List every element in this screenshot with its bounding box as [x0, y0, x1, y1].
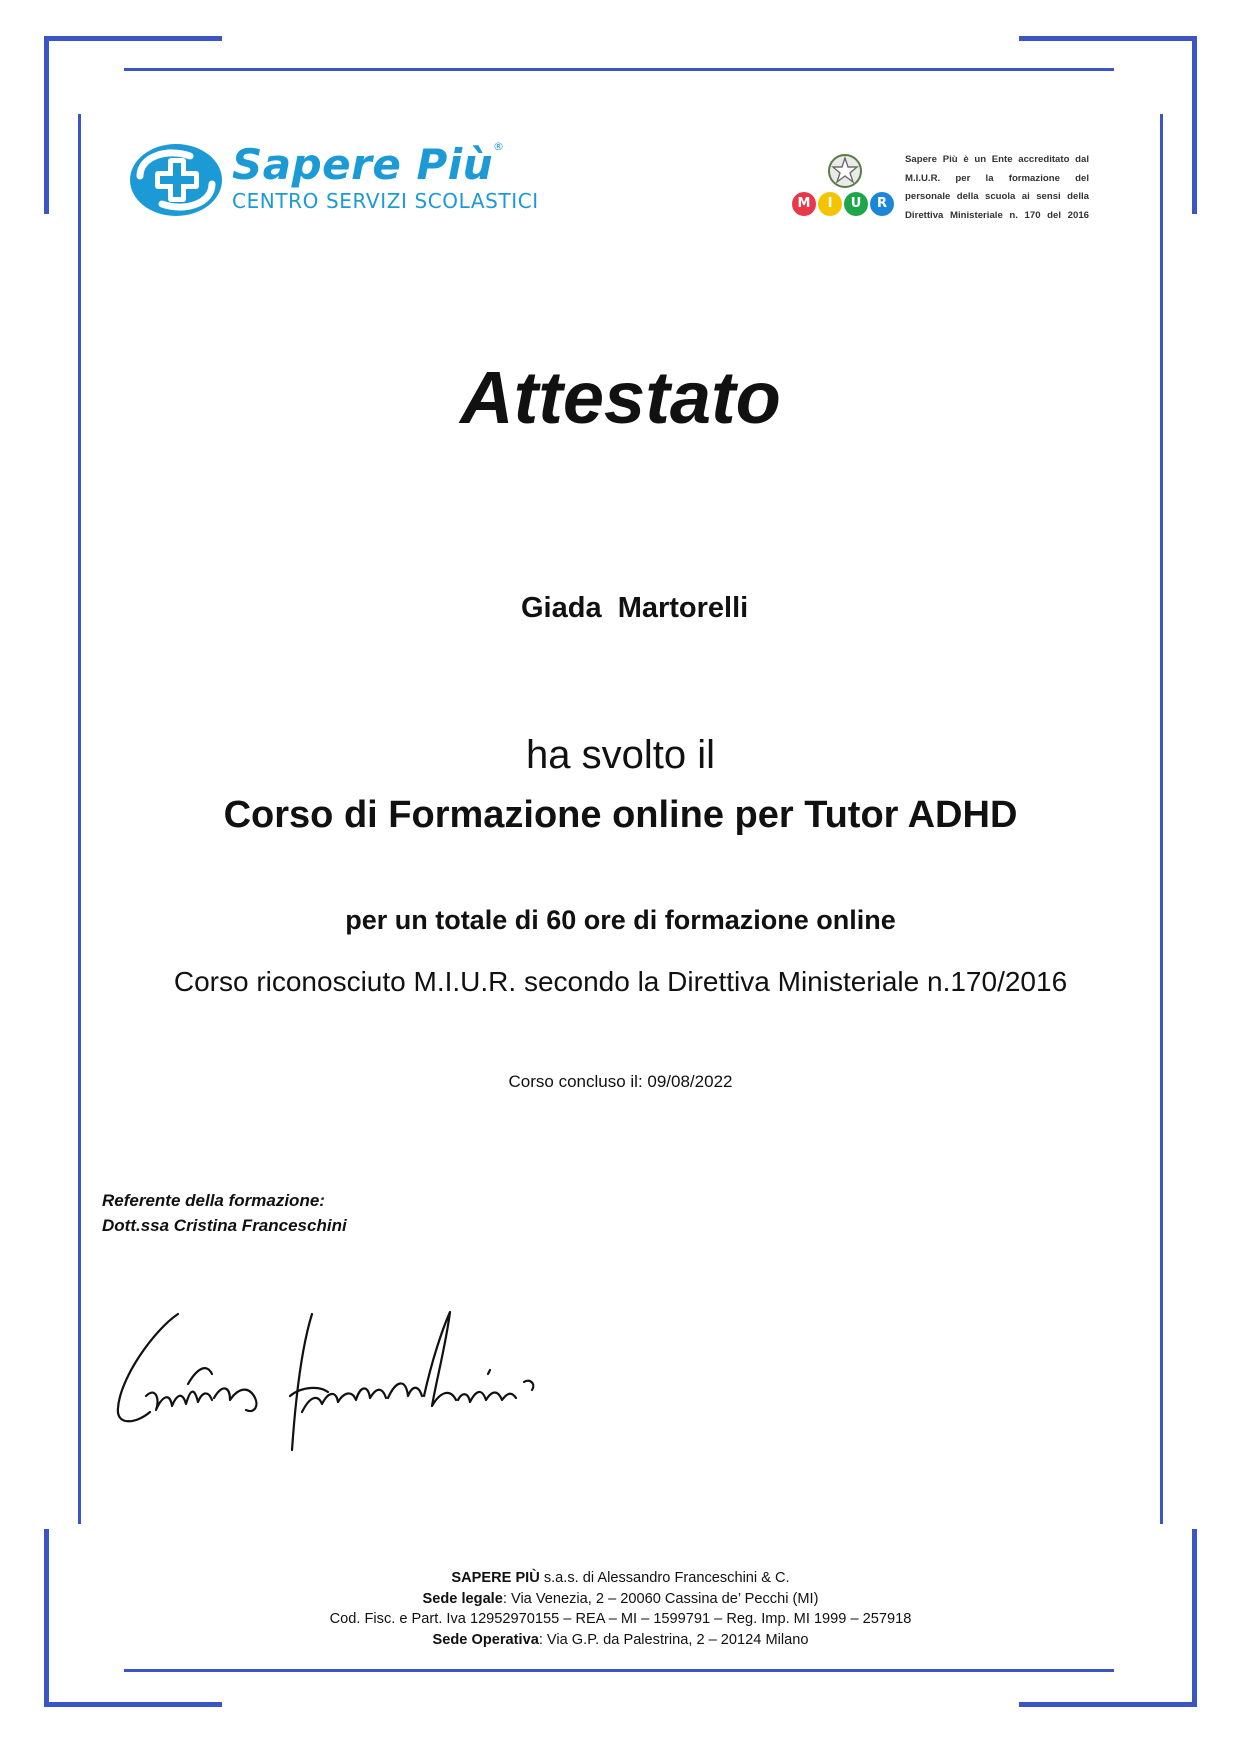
- referent-label: Referente della formazione:: [102, 1191, 325, 1210]
- footer-operational-line: [0, 1630, 1241, 1651]
- miur-note-line: personale della scuola ai sensi della: [905, 191, 1089, 202]
- miur-letter-r: R: [870, 192, 894, 216]
- corner-top-left-h: [44, 36, 222, 41]
- course-intro: ha svolto il: [526, 733, 715, 777]
- training-referent: [102, 1188, 347, 1238]
- frame-top-line: [124, 68, 1114, 71]
- handwritten-signature: [106, 1300, 576, 1465]
- logo-subtitle: CENTRO SERVIZI SCOLASTICI: [232, 189, 539, 213]
- footer-operational-address: : Via G.P. da Palestrina, 2 – 20124 Milano: [538, 1631, 809, 1648]
- frame-bottom-line: [124, 1669, 1114, 1672]
- miur-note-line: Direttiva Ministeriale n. 170 del 2016: [905, 209, 1089, 221]
- miur-letter-m: M: [792, 192, 816, 216]
- footer-operational-label: Sede Operativa: [432, 1631, 539, 1648]
- footer-company-name: SAPERE PIÙ: [451, 1570, 540, 1586]
- miur-note-line: M.I.U.R. per la formazione del: [905, 172, 1089, 184]
- logo-text: [232, 140, 539, 213]
- completion-date: Corso concluso il: 09/08/2022: [508, 1072, 733, 1091]
- footer-fiscal-line: Cod. Fisc. e Part. Iva 12952970155 – REA – MI – 1599791 – Reg. Imp. MI 1999 – 257918: [329, 1611, 912, 1627]
- footer-legal-address: : Via Venezia, 2 – 20060 Cassina de’ Pecchi (MI): [502, 1590, 819, 1607]
- recipient-name: Giada Martorelli: [521, 592, 749, 624]
- miur-note-line: Sapere Più è un Ente accreditato dal: [905, 154, 1089, 165]
- logo-name-line: [232, 140, 539, 189]
- logo-registered-mark: ®: [493, 140, 505, 153]
- miur-recognition: Corso riconosciuto M.I.U.R. secondo la Direttiva Ministeriale n.170/2016: [173, 966, 1068, 997]
- certificate-title: Attestato: [460, 356, 781, 439]
- miur-accreditation-note: [905, 151, 1089, 225]
- sapere-piu-emblem-icon: [128, 142, 224, 218]
- corner-top-left-v: [44, 36, 49, 214]
- miur-letter-i: I: [818, 192, 842, 216]
- miur-letter-u: U: [844, 192, 868, 216]
- corner-bottom-right-h: [1019, 1702, 1197, 1707]
- italian-emblem-icon: [827, 152, 863, 190]
- corner-top-right-v: [1192, 36, 1197, 214]
- corner-top-right-h: [1019, 36, 1197, 41]
- corner-bottom-left-h: [44, 1702, 222, 1707]
- course-hours: per un totale di 60 ore di formazione online: [345, 905, 896, 935]
- logo-name: Sapere Più: [232, 140, 494, 189]
- referent-name: Dott.ssa Cristina Franceschini: [102, 1216, 347, 1235]
- footer-legal-line: [0, 1589, 1241, 1610]
- company-footer: [0, 1568, 1241, 1650]
- footer-company-detail: s.a.s. di Alessandro Franceschini & C.: [539, 1570, 790, 1586]
- course-name: Corso di Formazione online per Tutor ADHD: [223, 794, 1018, 836]
- footer-company-line: [0, 1568, 1241, 1589]
- footer-legal-label: Sede legale: [422, 1590, 503, 1607]
